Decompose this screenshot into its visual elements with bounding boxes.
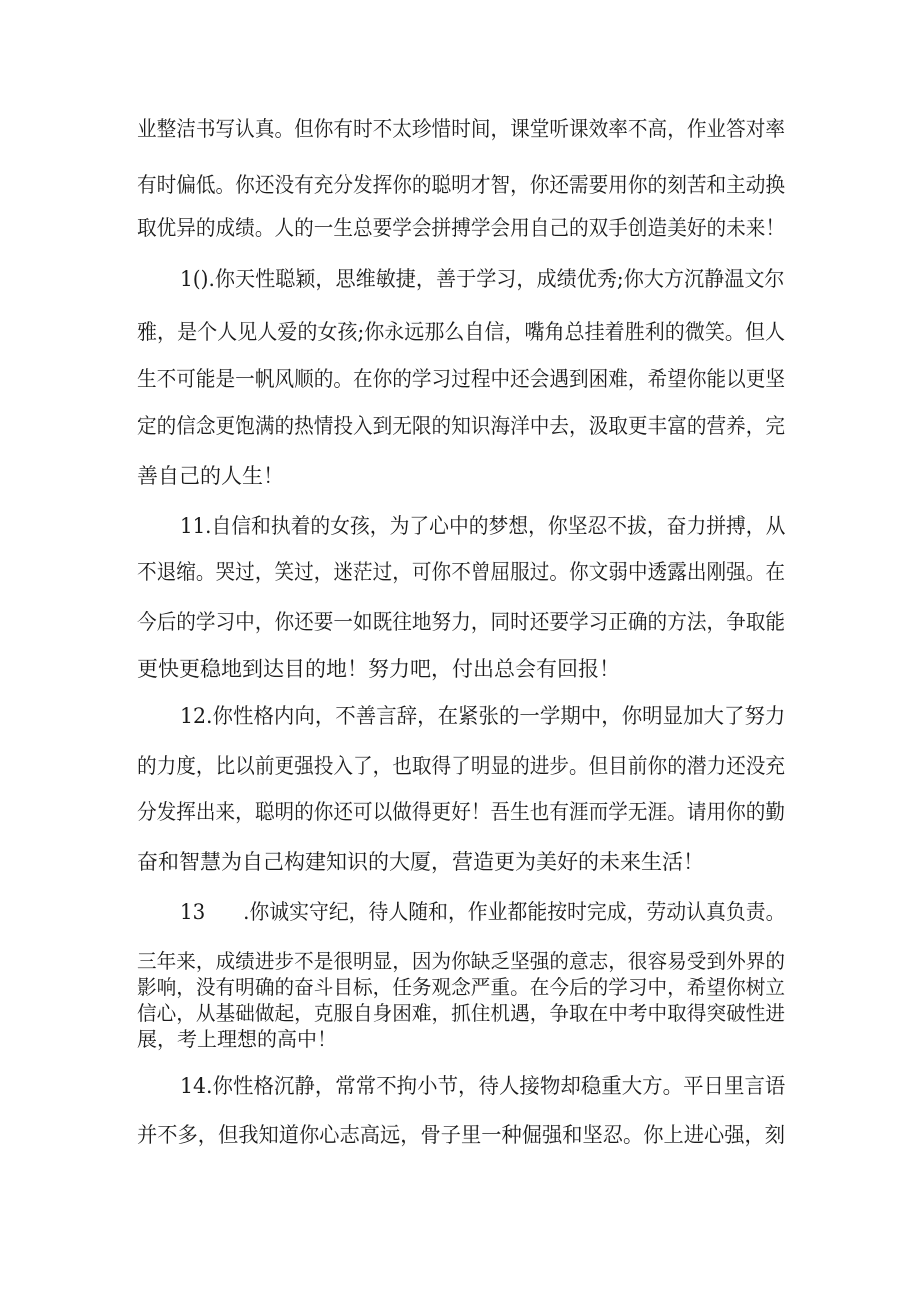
text-line: 11.自信和执着的女孩，为了心中的梦想，你坚忍不拔，奋力拼搏，从 [180,514,786,538]
text-line: 1().你天性聪颖，思维敏捷，善于学习，成绩优秀;你大方沉静温文尔 [180,267,785,291]
text-line: 信心，从基础做起，克服自身困难，抓住机遇，争取在中考中取得突破性进 [137,1001,785,1025]
text-line: 的力度，比以前更强投入了，也取得了明显的进步。但目前你的潜力还没充 [137,754,786,778]
text-line: 业整洁书写认真。但你有时不太珍惜时间，课堂听课效率不高，作业答对率 [137,117,786,141]
text-line: 12.你性格内向，不善言辞，在紧张的一学期中，你明显加大了努力 [180,704,786,728]
text-line: 展，考上理想的高中！ [137,1027,337,1051]
text-line: 取优异的成绩。人的一生总要学会拼搏学会用自己的双手创造美好的未来！ [137,216,786,240]
text-line: 13 .你诚实守纪，待人随和，作业都能按时完成，劳动认真负责。 [180,900,786,924]
text-line: 雅，是个人见人爱的女孩;你永远那么自信，嘴角总挂着胜利的微笑。但人 [137,320,786,344]
text-line: 奋和智慧为自己构建知识的大厦，营造更为美好的未来生活！ [137,850,704,874]
text-line: 生不可能是一帆风顺的。在你的学习过程中还会遇到困难，希望你能以更坚 [137,367,786,391]
text-line: 善自己的人生！ [137,464,284,488]
text-line: 影响，没有明确的奋斗目标，任务观念严重。在今后的学习中，希望你树立 [137,975,785,999]
text-line: 有时偏低。你还没有充分发挥你的聪明才智，你还需要用你的刻苦和主动换 [137,173,786,197]
text-line: 三年来，成绩进步不是很明显，因为你缺乏坚强的意志，很容易受到外界的 [137,949,785,973]
text-line: 今后的学习中，你还要一如既往地努力，同时还要学习正确的方法，争取能 [137,610,786,634]
text-line: 14.你性格沉静，常常不拘小节，待人接物却稳重大方。平日里言语 [180,1074,786,1098]
text-line: 不退缩。哭过，笑过，迷茫过，可你不曾屈服过。你文弱中透露出刚强。在 [137,560,786,584]
text-line: 定的信念更饱满的热情投入到无限的知识海洋中去，汲取更丰富的营养，完 [137,414,786,438]
text-line: 更快更稳地到达目的地！努力吧，付出总会有回报！ [137,657,620,681]
text-line: 分发挥出来，聪明的你还可以做得更好！吾生也有涯而学无涯。请用你的勤 [137,800,786,824]
text-line: 并不多，但我知道你心志高远，骨子里一种倔强和坚忍。你上进心强，刻 [137,1123,786,1147]
